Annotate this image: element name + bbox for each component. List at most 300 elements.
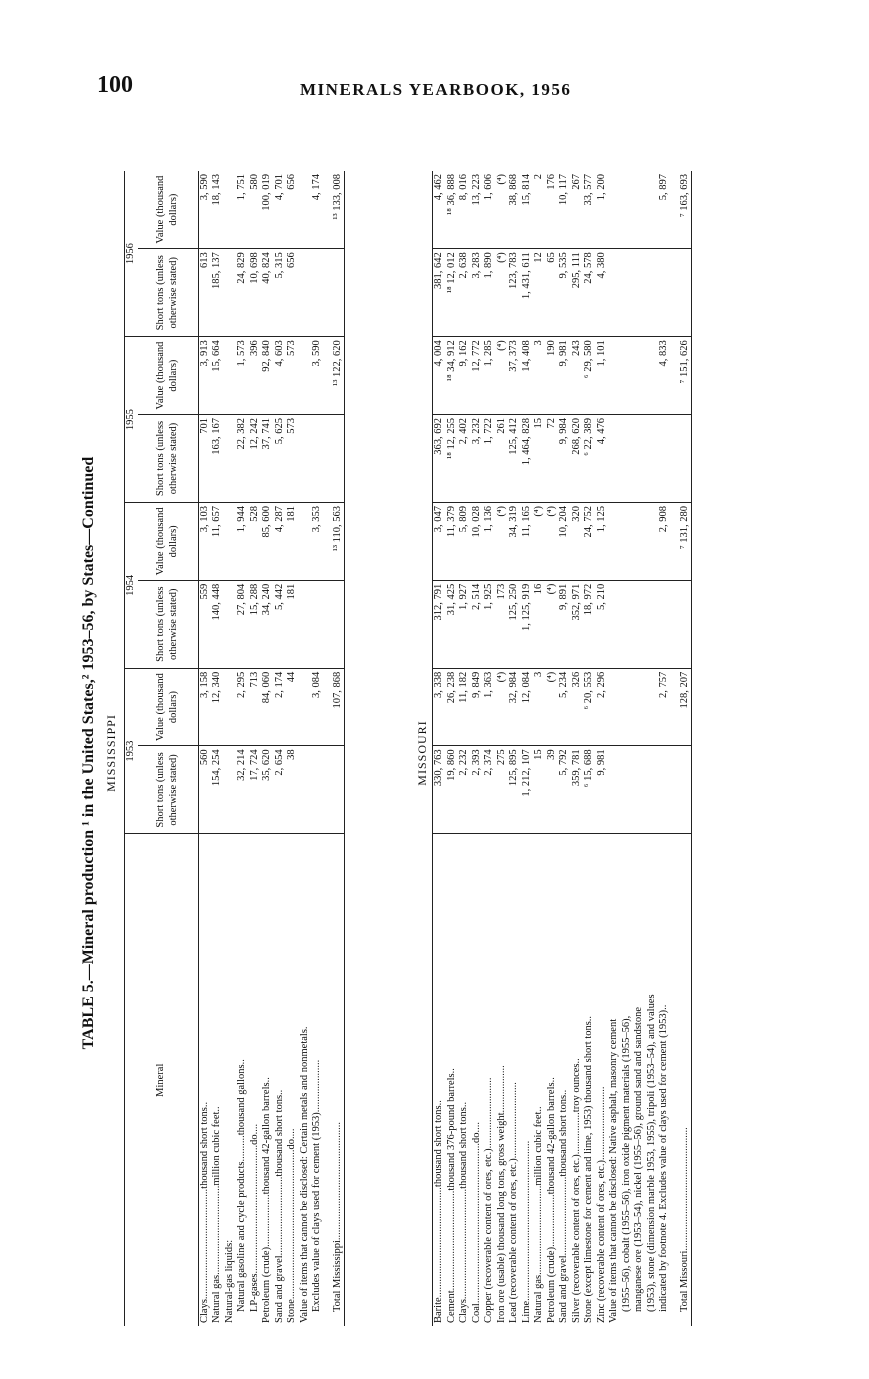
total-value-cell: ¹³ 133, 008 <box>324 171 345 249</box>
quantity-cell: 4, 476 <box>596 414 609 502</box>
value-cell: 37, 373 <box>508 337 521 415</box>
value-cell: 3, 338 <box>433 668 446 746</box>
quantity-cell: 656 <box>286 249 299 337</box>
quantity-cell: 559 <box>198 580 211 668</box>
value-cell: 3, 103 <box>198 503 211 581</box>
quantity-cell <box>633 580 646 668</box>
quantity-cell: 1, 890 <box>483 249 496 337</box>
quantity-cell: 12, 242 <box>249 414 262 502</box>
table-title: TABLE 5.—Mineral production ¹ in the United States,² 1953–56, by States—Continued <box>80 456 97 1050</box>
value-cell <box>299 668 312 746</box>
quantity-cell: 381, 642 <box>433 249 446 337</box>
mineral-name: Copper (recoverable content of ores, etc.)........................... <box>483 1077 494 1323</box>
value-cell: 32, 984 <box>508 668 521 746</box>
value-cell: 3, 353 <box>311 503 324 581</box>
quantity-cell: 24, 829 <box>236 249 249 337</box>
quantity-cell <box>224 249 237 337</box>
mineral-name: Value of items that cannot be disclosed: Native asphalt, masonry cement <box>608 1018 619 1323</box>
quantity-cell: 613 <box>198 249 211 337</box>
quantity-cell: 560 <box>198 746 211 834</box>
quantity-cell <box>633 414 646 502</box>
value-cell: 12, 772 <box>471 337 484 415</box>
value-cell: 3 <box>533 668 546 746</box>
value-cell: 84, 060 <box>261 668 274 746</box>
quantity-cell <box>646 580 659 668</box>
table-row <box>286 171 299 1326</box>
quantity-cell: 32, 214 <box>236 746 249 834</box>
quantity-cell: 22, 382 <box>236 414 249 502</box>
quantity-cell <box>658 746 671 834</box>
value-col-header: Value (thousand dollars) <box>138 171 199 249</box>
value-cell: 12, 084 <box>521 668 534 746</box>
table-row <box>236 171 249 1326</box>
mineral-name: LP-gases.................................................do.... <box>248 1123 260 1312</box>
mineral-name: Silver (recoverable content of ores, etc.)................troy ounces.. <box>570 1058 582 1323</box>
value-cell: 12, 340 <box>211 668 224 746</box>
quantity-cell: ¹⁸ 12, 012 <box>446 249 459 337</box>
quantity-cell: 330, 763 <box>433 746 446 834</box>
value-cell: 243 <box>571 337 584 415</box>
quantity-cell: 1, 722 <box>483 414 496 502</box>
mineral-name: Natural gas..................................million cubic feet.. <box>533 1106 544 1323</box>
quantity-cell <box>658 249 671 337</box>
section-heading-mississippi: MISSISSIPPI <box>104 714 118 792</box>
value-cell <box>608 668 621 746</box>
value-cell: 10, 117 <box>558 171 571 249</box>
mineral-name: Stone (except limestone for cement and lime, 1953) thousand short tons.. <box>583 1015 594 1323</box>
qty-col-header: Short tons (unless otherwise stated) <box>138 746 199 834</box>
quantity-cell: 5, 625 <box>274 414 287 502</box>
quantity-cell: 1, 925 <box>483 580 496 668</box>
mineral-name: Cement......................................thousand 376-pound barrels.. <box>445 1068 457 1323</box>
value-cell: 4, 174 <box>311 171 324 249</box>
qty-col-header: Short tons (unless otherwise stated) <box>138 414 199 502</box>
quantity-cell: 24, 578 <box>583 249 596 337</box>
value-cell: 5, 897 <box>658 171 671 249</box>
value-cell: 8, 016 <box>458 171 471 249</box>
total-value-cell: ⁷ 131, 280 <box>671 503 692 581</box>
total-row <box>671 171 692 1326</box>
quantity-cell <box>658 580 671 668</box>
value-cell <box>224 337 237 415</box>
value-cell: 4, 462 <box>433 171 446 249</box>
value-cell: 320 <box>571 503 584 581</box>
quantity-cell: 38 <box>286 746 299 834</box>
value-cell <box>299 337 312 415</box>
value-cell: (⁴) <box>496 337 509 415</box>
quantity-cell: ⁶ 15, 688 <box>583 746 596 834</box>
mississippi-table <box>124 171 345 1326</box>
mineral-name: Lead (recoverable content of ores, etc.)............................. <box>508 1082 519 1323</box>
value-cell <box>608 171 621 249</box>
quantity-cell: 1, 212, 107 <box>521 746 534 834</box>
value-cell: 34, 319 <box>508 503 521 581</box>
quantity-cell: 140, 448 <box>211 580 224 668</box>
year-header: 1956 <box>125 171 138 337</box>
total-row <box>324 171 345 1326</box>
value-cell: 2, 908 <box>658 503 671 581</box>
quantity-cell <box>621 249 634 337</box>
quantity-cell: 125, 412 <box>508 414 521 502</box>
value-cell: 267 <box>571 171 584 249</box>
value-cell <box>646 171 659 249</box>
value-cell: ¹⁸ 36, 888 <box>446 171 459 249</box>
quantity-cell: (⁴) <box>496 249 509 337</box>
value-cell: 3 <box>533 337 546 415</box>
table-row <box>261 171 274 1326</box>
table-row <box>546 171 559 1326</box>
value-cell: 2, 295 <box>236 668 249 746</box>
value-cell: 14, 408 <box>521 337 534 415</box>
quantity-cell <box>608 414 621 502</box>
value-cell <box>633 337 646 415</box>
table-row <box>633 171 646 1326</box>
value-cell: 11, 379 <box>446 503 459 581</box>
quantity-cell <box>646 249 659 337</box>
table-row <box>274 171 287 1326</box>
value-cell: 13, 223 <box>471 171 484 249</box>
quantity-cell <box>224 746 237 834</box>
value-cell: 2, 174 <box>274 668 287 746</box>
qty-col-header: Short tons (unless otherwise stated) <box>138 580 199 668</box>
value-cell: 15, 814 <box>521 171 534 249</box>
quantity-cell: 1, 431, 611 <box>521 249 534 337</box>
table-row <box>458 171 471 1326</box>
quantity-cell <box>299 580 312 668</box>
quantity-cell: 359, 781 <box>571 746 584 834</box>
value-cell: 4, 603 <box>274 337 287 415</box>
value-cell: 396 <box>249 337 262 415</box>
value-cell: 5, 809 <box>458 503 471 581</box>
value-cell: 24, 752 <box>583 503 596 581</box>
total-quantity-cell <box>671 580 692 668</box>
quantity-cell <box>633 746 646 834</box>
table-row <box>596 171 609 1326</box>
value-cell <box>608 503 621 581</box>
total-quantity-cell <box>671 414 692 502</box>
table-row <box>621 171 634 1326</box>
value-cell <box>608 337 621 415</box>
value-cell <box>646 503 659 581</box>
table-row <box>483 171 496 1326</box>
quantity-cell <box>608 746 621 834</box>
value-cell: ¹⁸ 34, 912 <box>446 337 459 415</box>
quantity-cell: 17, 724 <box>249 746 262 834</box>
total-value-cell: ⁷ 163, 693 <box>671 171 692 249</box>
mineral-name: Clays..........................................thousand short tons.. <box>198 1101 210 1323</box>
value-cell: 11, 165 <box>521 503 534 581</box>
quantity-cell: 72 <box>546 414 559 502</box>
quantity-cell: 31, 425 <box>446 580 459 668</box>
mineral-name: Clays..........................................thousand short tons.. <box>458 1101 469 1323</box>
section-heading-missouri: MISSOURI <box>415 720 429 786</box>
value-col-header: Value (thousand dollars) <box>138 337 199 415</box>
table-row <box>433 171 446 1326</box>
quantity-cell: 3, 232 <box>471 414 484 502</box>
total-value-cell: ¹³ 110, 563 <box>324 503 345 581</box>
quantity-cell: ⁶ 22, 389 <box>583 414 596 502</box>
quantity-cell: 1, 464, 828 <box>521 414 534 502</box>
value-cell: 9, 981 <box>558 337 571 415</box>
quantity-cell: 4, 380 <box>596 249 609 337</box>
quantity-cell: 19, 860 <box>446 746 459 834</box>
quantity-cell: 363, 692 <box>433 414 446 502</box>
quantity-cell: 312, 791 <box>433 580 446 668</box>
table-row <box>521 171 534 1326</box>
quantity-cell <box>311 249 324 337</box>
value-col-header: Value (thousand dollars) <box>138 668 199 746</box>
quantity-cell: 9, 984 <box>558 414 571 502</box>
value-cell: 2, 757 <box>658 668 671 746</box>
quantity-cell <box>299 746 312 834</box>
mineral-name: Petroleum (crude)....................thousand 42-gallon barrels.. <box>545 1077 557 1323</box>
value-cell <box>646 668 659 746</box>
value-cell: 3, 084 <box>311 668 324 746</box>
quantity-cell: 352, 971 <box>571 580 584 668</box>
quantity-cell: 3, 283 <box>471 249 484 337</box>
value-cell: 85, 600 <box>261 503 274 581</box>
total-quantity-cell <box>671 746 692 834</box>
value-cell: 15, 664 <box>211 337 224 415</box>
mineral-name: (1953), stone (dimension marble 1953, 1955), tripoli (1953–54), and values <box>645 994 657 1312</box>
total-value-cell: 128, 207 <box>671 668 692 746</box>
value-cell <box>633 171 646 249</box>
value-cell: 1, 101 <box>596 337 609 415</box>
value-cell: 4, 833 <box>658 337 671 415</box>
value-cell: 1, 573 <box>236 337 249 415</box>
value-cell: 3, 590 <box>311 337 324 415</box>
quantity-cell: 12 <box>533 249 546 337</box>
rotated-table-page <box>80 168 840 1338</box>
table-row <box>198 171 211 1326</box>
quantity-cell <box>299 414 312 502</box>
value-cell: 1, 944 <box>236 503 249 581</box>
value-cell: 2 <box>533 171 546 249</box>
quantity-cell: 2, 402 <box>458 414 471 502</box>
quantity-cell: 39 <box>546 746 559 834</box>
value-cell <box>621 337 634 415</box>
value-cell <box>621 503 634 581</box>
table-row <box>224 171 237 1326</box>
quantity-cell: 154, 254 <box>211 746 224 834</box>
value-cell <box>621 668 634 746</box>
table-row <box>583 171 596 1326</box>
value-cell: 3, 590 <box>198 171 211 249</box>
missouri-table <box>432 171 692 1326</box>
mineral-name: manganese ore (1953–54), nickel (1955–56), ground sand and sandstone <box>633 1006 644 1312</box>
quantity-cell: 16 <box>533 580 546 668</box>
quantity-cell: 9, 891 <box>558 580 571 668</box>
quantity-cell <box>621 414 634 502</box>
value-cell: (⁴) <box>546 503 559 581</box>
qty-col-header: Short tons (unless otherwise stated) <box>138 249 199 337</box>
value-cell: 3, 913 <box>198 337 211 415</box>
quantity-cell <box>608 249 621 337</box>
mineral-name: Sand and gravel..............................thousand short tons.. <box>273 1089 285 1323</box>
quantity-cell: 295, 111 <box>571 249 584 337</box>
quantity-cell <box>646 414 659 502</box>
quantity-cell <box>621 746 634 834</box>
quantity-cell <box>224 580 237 668</box>
mineral-header: Mineral <box>125 834 199 1326</box>
value-cell: 1, 125 <box>596 503 609 581</box>
quantity-cell: 2, 232 <box>458 746 471 834</box>
mineral-name: Iron ore (usable) thousand long tons, gross weight.................. <box>495 1065 507 1323</box>
quantity-cell: 15 <box>533 414 546 502</box>
quantity-cell: 5, 210 <box>596 580 609 668</box>
value-cell: 181 <box>286 503 299 581</box>
total-quantity-cell <box>324 249 345 337</box>
table-row <box>508 171 521 1326</box>
quantity-cell: 125, 895 <box>508 746 521 834</box>
value-cell: (⁴) <box>496 503 509 581</box>
quantity-cell <box>621 580 634 668</box>
value-cell: 38, 868 <box>508 171 521 249</box>
year-header: 1953 <box>125 668 138 834</box>
value-cell: 10, 028 <box>471 503 484 581</box>
total-label: Total Missouri............................................... <box>678 1127 690 1312</box>
value-cell: 713 <box>249 668 262 746</box>
quantity-cell <box>299 249 312 337</box>
mineral-name: Barite..........................................thousand short tons.. <box>433 1100 444 1323</box>
total-label: Total Mississippi............................................. <box>331 1121 343 1312</box>
value-cell: 1, 751 <box>236 171 249 249</box>
value-cell: 4, 287 <box>274 503 287 581</box>
value-cell: 1, 285 <box>483 337 496 415</box>
value-cell: 1, 363 <box>483 668 496 746</box>
value-cell: 92, 840 <box>261 337 274 415</box>
year-header: 1954 <box>125 503 138 669</box>
quantity-cell: 15, 288 <box>249 580 262 668</box>
value-cell: 9, 162 <box>458 337 471 415</box>
value-cell: ⁶ 20, 553 <box>583 668 596 746</box>
quantity-cell: 268, 620 <box>571 414 584 502</box>
value-cell: 5, 234 <box>558 668 571 746</box>
value-cell: 3, 158 <box>198 668 211 746</box>
value-cell: (⁴) <box>533 503 546 581</box>
total-quantity-cell <box>671 249 692 337</box>
quantity-cell <box>224 414 237 502</box>
table-row <box>211 171 224 1326</box>
quantity-cell: 18, 972 <box>583 580 596 668</box>
total-quantity-cell <box>324 414 345 502</box>
quantity-cell: 2, 393 <box>471 746 484 834</box>
quantity-cell <box>646 746 659 834</box>
quantity-cell: (⁴) <box>546 580 559 668</box>
quantity-cell: 5, 442 <box>274 580 287 668</box>
value-cell <box>633 668 646 746</box>
quantity-cell: 261 <box>496 414 509 502</box>
total-quantity-cell <box>324 746 345 834</box>
mineral-name: Petroleum (crude)....................thousand 42-gallon barrels.. <box>261 1077 272 1323</box>
quantity-cell: 5, 315 <box>274 249 287 337</box>
value-cell: 2, 296 <box>596 668 609 746</box>
table-row <box>299 171 312 1326</box>
mineral-name: Sand and gravel..............................thousand short tons.. <box>558 1089 569 1323</box>
mineral-name: (1955–56), cobalt (1955–56), iron oxide pigment materials (1955–56), <box>620 1015 632 1312</box>
value-cell: (⁴) <box>496 668 509 746</box>
table-row <box>446 171 459 1326</box>
quantity-cell: 181 <box>286 580 299 668</box>
value-cell: 190 <box>546 337 559 415</box>
quantity-cell: 27, 804 <box>236 580 249 668</box>
value-cell <box>633 503 646 581</box>
table-row <box>658 171 671 1326</box>
value-cell: 326 <box>571 668 584 746</box>
value-cell <box>299 503 312 581</box>
total-value-cell: 107, 868 <box>324 668 345 746</box>
value-cell: 176 <box>546 171 559 249</box>
quantity-cell: 5, 792 <box>558 746 571 834</box>
quantity-cell <box>658 414 671 502</box>
value-cell: 528 <box>249 503 262 581</box>
value-cell: 580 <box>249 171 262 249</box>
quantity-cell: 275 <box>496 746 509 834</box>
value-cell: 4, 004 <box>433 337 446 415</box>
table-row <box>496 171 509 1326</box>
total-quantity-cell <box>324 580 345 668</box>
quantity-cell: 34, 240 <box>261 580 274 668</box>
running-head: MINERALS YEARBOOK, 1956 <box>300 80 572 99</box>
mineral-name: indicated by footnote 4. Excludes value of clays used for cement (1953).. <box>658 1004 669 1312</box>
value-cell: 9, 849 <box>471 668 484 746</box>
value-cell: (⁴) <box>546 668 559 746</box>
value-cell <box>621 171 634 249</box>
quantity-cell: 2, 638 <box>458 249 471 337</box>
value-cell: 11, 657 <box>211 503 224 581</box>
mineral-name: Natural gas..................................million cubic feet.. <box>211 1106 222 1323</box>
mineral-name: Stone.........................................................do.... <box>286 1128 297 1323</box>
quantity-cell: 37, 741 <box>261 414 274 502</box>
quantity-cell: 1, 927 <box>458 580 471 668</box>
quantity-cell <box>311 580 324 668</box>
quantity-cell: 15 <box>533 746 546 834</box>
quantity-cell: 35, 620 <box>261 746 274 834</box>
mineral-name: Lime............................................................. <box>520 1140 532 1323</box>
value-cell <box>224 503 237 581</box>
table-row <box>471 171 484 1326</box>
value-cell <box>646 337 659 415</box>
table-row <box>558 171 571 1326</box>
value-cell: 26, 238 <box>446 668 459 746</box>
quantity-cell: 9, 981 <box>596 746 609 834</box>
mineral-name: Excludes value of clays used for cement (1953).................... <box>311 1059 322 1312</box>
value-cell: 10, 204 <box>558 503 571 581</box>
table-row <box>571 171 584 1326</box>
mineral-name: Natural-gas liquids: <box>223 1239 235 1323</box>
total-value-cell: ¹³ 122, 620 <box>324 337 345 415</box>
value-cell: 3, 047 <box>433 503 446 581</box>
value-cell: 4, 701 <box>274 171 287 249</box>
quantity-cell <box>311 414 324 502</box>
value-cell: 44 <box>286 668 299 746</box>
value-cell: 11, 182 <box>458 668 471 746</box>
quantity-cell: 1, 125, 919 <box>521 580 534 668</box>
quantity-cell: 10, 698 <box>249 249 262 337</box>
quantity-cell: 173 <box>496 580 509 668</box>
quantity-cell: 163, 167 <box>211 414 224 502</box>
value-cell: 100, 019 <box>261 171 274 249</box>
quantity-cell <box>608 580 621 668</box>
mineral-name: Zinc (recoverable content of ores, etc.)............................ <box>595 1086 607 1323</box>
table-row <box>608 171 621 1326</box>
quantity-cell: 65 <box>546 249 559 337</box>
quantity-cell: 701 <box>198 414 211 502</box>
quantity-cell: 2, 514 <box>471 580 484 668</box>
table-row <box>249 171 262 1326</box>
value-cell: 18, 143 <box>211 171 224 249</box>
quantity-cell: 40, 824 <box>261 249 274 337</box>
